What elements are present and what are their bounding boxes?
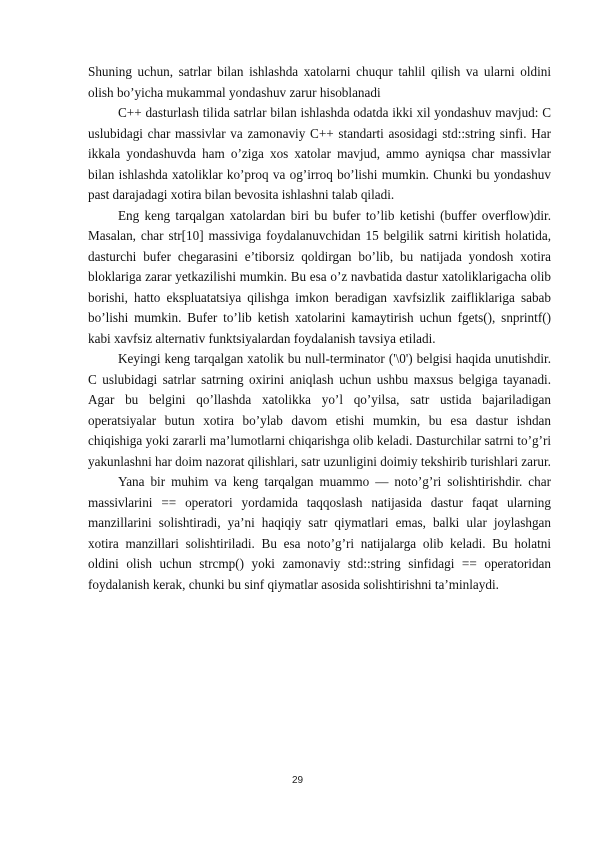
paragraph-intro-continuation: Shuning uchun, satrlar bilan ishlashda xatolarni chuqur tahlil qilish va ularni oldini olish bo’yicha mukammal yondashuv zarur hisoblanadi	[88, 64, 551, 100]
document-body	[88, 62, 551, 595]
page-number: 29	[291, 775, 304, 786]
paragraph-string-approaches: C++ dasturlash tilida satrlar bilan ishlashda odatda ikki xil yondashuv mavjud: C uslubidagi char massivlar va zamonaviy C++ standarti asosidagi std::string sinfi. Har ikkala yondashuvda ham o’ziga xos xatolar mavjud, ammo ayniqsa char massivlar bilan ishlashda xatoliklar ko’proq va og’irroq bo’lishi mumkin. Chunki bu yondashuv past darajadagi xotira bilan bevosita ishlashni talab qiladi.	[88, 105, 551, 202]
paragraph-buffer-overflow: Eng keng tarqalgan xatolardan biri bu bufer to’lib ketishi (buffer overflow)dir. Masalan, char str[10] massiviga foydalanuvchidan 15 belgilik satrni kiritish holatida, dasturchi bufer chegarasini e’tiborsiz qoldirgan bo’lib, bu natijada yondosh xotira bloklariga zarar yetkazilishi mumkin. Bu esa o’z navbatida dastur xatoliklarigacha olib borishi, hatto ekspluatatsiya qilishga imkon beradigan xavfsizlik zaifliklariga sabab bo’lishi mumkin. Bufer to’lib ketish xatolarini kamaytirish uchun fgets(), snprintf() kabi xavfsiz alternativ funktsiyalardan foydalanish tavsiya etiladi.	[88, 207, 551, 346]
paragraph-null-terminator: Keyingi keng tarqalgan xatolik bu null-terminator ('\0') belgisi haqida unutishdir. C uslubidagi satrlar satrning oxirini aniqlash uchun ushbu maxsus belgiga tayanadi. Agar bu belgini qo’llashda xatolikka yo’l qo’yilsa, satr ustida bajariladigan operatsiyalar butun xotira bo’ylab davom etishi mumkin, bu esa dastur ishdan chiqishiga yoki zararli ma’lumotlarni chiqarishga olib keladi. Dasturchilar satrni to’g’ri yakunlashni har doim nazorat qilishlari, satr uzunligini doimiy tekshirib turishlari zarur.	[88, 351, 551, 469]
paragraph-string-comparison: Yana bir muhim va keng tarqalgan muammo — noto’g’ri solishtirishdir. char massivlarini == operatori yordamida taqqoslash natijasida dastur faqat ularning manzillarini solishtiradi, ya’ni haqiqiy satr qiymatlari emas, balki ular joylashgan xotira manzillari solishtiriladi. Bu esa noto’g’ri natijalarga olib keladi. Bu holatni oldini olish uchun strcmp() yoki zamonaviy std::string sinfidagi == operatoridan foydalanish kerak, chunki bu sinf qiymatlar asosida solishtirishni ta’minlaydi.	[88, 474, 551, 592]
